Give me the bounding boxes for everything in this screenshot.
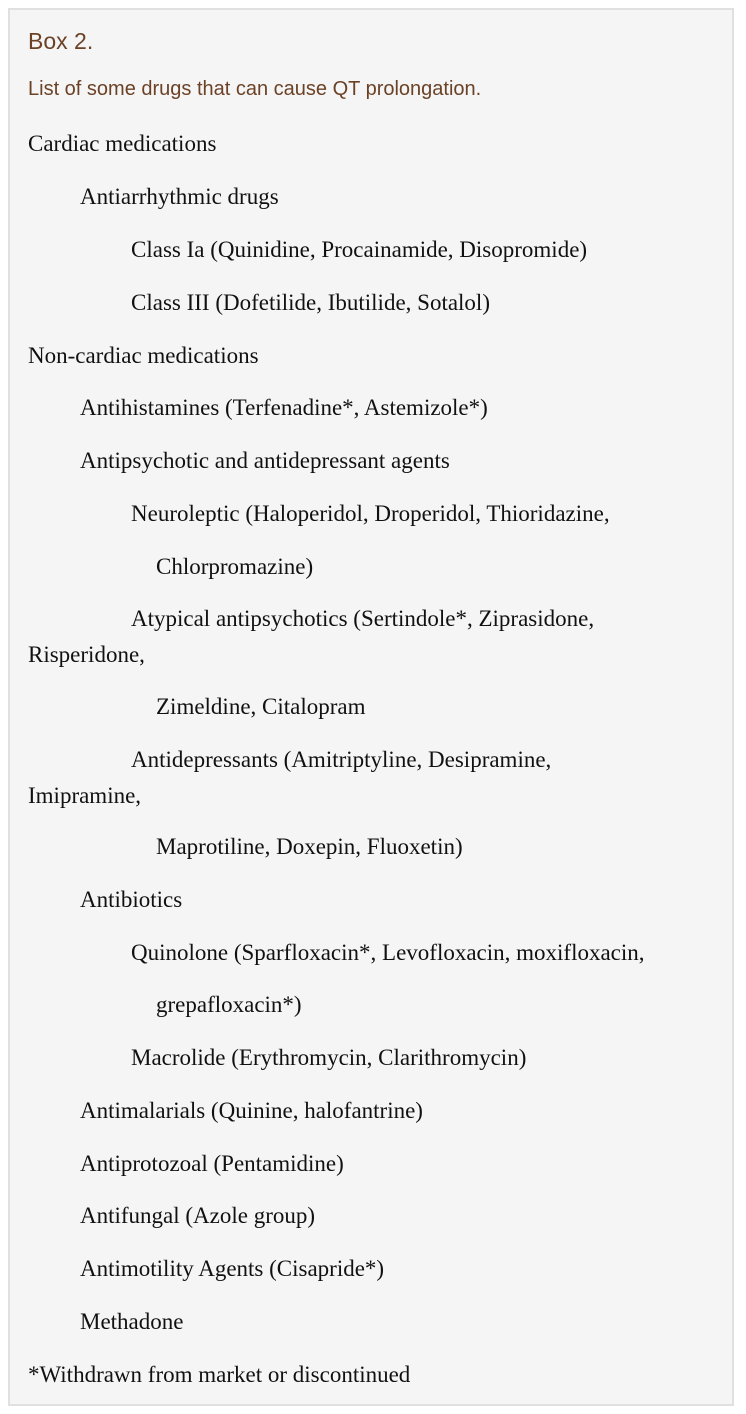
subcategory-antihistamines: Antihistamines (Terfenadine*, Astemizole*) (80, 395, 488, 420)
category-noncardiac: Non-cardiac medications (28, 343, 259, 368)
subcategory-antipsychotic-antidepressant: Antipsychotic and antidepressant agents (80, 448, 450, 473)
item-neuroleptic: Neuroleptic (Haloperidol, Droperidol, Thioridazine, (131, 501, 610, 526)
item-quinolone-continued: grepafloxacin*) (156, 992, 302, 1017)
item-antidepressants-wrap: Imipramine, (28, 783, 142, 808)
subcategory-antimotility: Antimotility Agents (Cisapride*) (80, 1256, 385, 1281)
item-class-iii: Class III (Dofetilide, Ibutilide, Sotalol) (131, 290, 490, 315)
subcategory-antibiotics: Antibiotics (80, 887, 183, 912)
item-class-ia: Class Ia (Quinidine, Procainamide, Disopromide) (131, 237, 588, 262)
subcategory-antiarrhythmic: Antiarrhythmic drugs (80, 184, 279, 209)
subcategory-antiprotozoal: Antiprotozoal (Pentamidine) (80, 1151, 344, 1176)
category-cardiac: Cardiac medications (28, 131, 217, 156)
item-atypical-continued: Zimeldine, Citalopram (156, 694, 366, 719)
subcategory-methadone: Methadone (80, 1309, 184, 1334)
item-antidepressants: Antidepressants (Amitriptyline, Desipramine, (131, 747, 552, 772)
item-antidepressants-continued: Maprotiline, Doxepin, Fluoxetin) (156, 834, 463, 859)
item-quinolone: Quinolone (Sparfloxacin*, Levofloxacin, moxifloxacin, (131, 940, 645, 965)
box-title: Box 2. (28, 28, 94, 54)
subcategory-antifungal: Antifungal (Azole group) (80, 1203, 316, 1228)
item-atypical-antipsychotics: Atypical antipsychotics (Sertindole*, Ziprasidone, (131, 606, 595, 631)
item-neuroleptic-continued: Chlorpromazine) (156, 554, 314, 579)
item-atypical-wrap: Risperidone, (28, 642, 145, 667)
item-macrolide: Macrolide (Erythromycin, Clarithromycin) (131, 1045, 527, 1070)
footnote: *Withdrawn from market or discontinued (28, 1362, 411, 1387)
drug-list-box (8, 8, 734, 1406)
subcategory-antimalarials: Antimalarials (Quinine, halofantrine) (80, 1098, 423, 1123)
box-caption: List of some drugs that can cause QT prolongation. (28, 78, 482, 100)
